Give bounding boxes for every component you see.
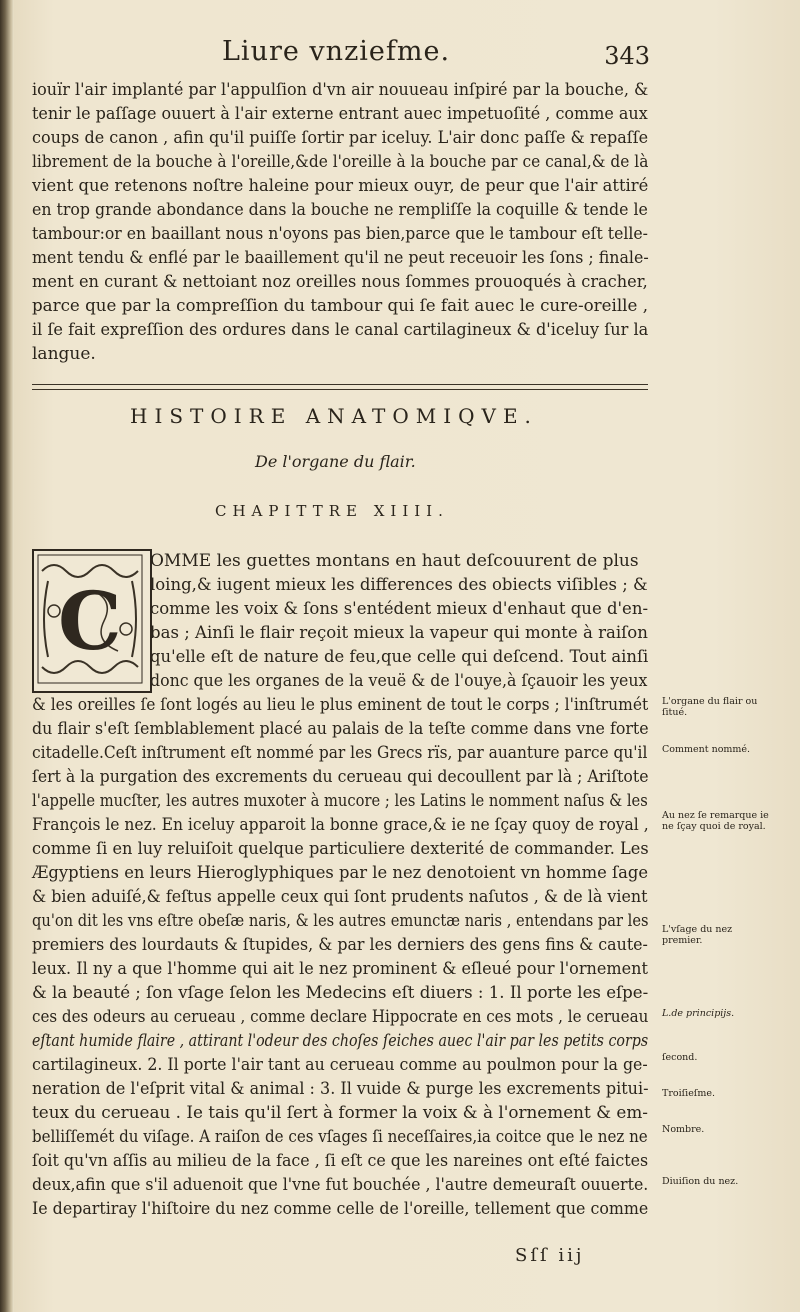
text-line: vient que retenons noſtre haleine pour mieux ouyr, de peur que l'air attiré bbox=[32, 176, 649, 196]
text-line: il ſe fait expreſſion des ordures dans le canal cartilagineux & d'iceluy ſur la bbox=[32, 320, 649, 340]
text-line: loing,& iugent mieux les differences des obiects viſibles ; & bbox=[150, 575, 648, 595]
margin-note: L'vſage du nez premier. bbox=[662, 924, 733, 946]
text-line: ſert à la purgation des excrements du cerueau qui decoullent par là ; Ariſtote bbox=[32, 767, 649, 787]
text-line: eſtant humide flaire , attirant l'odeur des choſes ſeiches auec l'air par les petits corps bbox=[32, 1031, 649, 1051]
text-line: Ie departiray l'hiſtoire du nez comme celle de l'oreille, tellement que comme bbox=[32, 1199, 649, 1219]
margin-note: Comment nommé. bbox=[662, 744, 751, 755]
text-line: langue. bbox=[32, 344, 96, 364]
text-line: ces des odeurs au cerueau , comme declare Hippocrate en ces mots , le cerueau bbox=[32, 1007, 649, 1027]
chapter-heading: CHAPITTRE XIIII. bbox=[215, 502, 449, 520]
page-number: 343 bbox=[604, 42, 650, 70]
text-line: & la beauté ; ſon vſage ſelon les Medecins eſt diuers : 1. Il porte les eſpe- bbox=[32, 983, 649, 1003]
text-line: OMME les guettes montans en haut deſcouurent de plus bbox=[150, 551, 639, 571]
binding-gutter bbox=[0, 0, 14, 1312]
chapter-subtitle: De l'organe du flair. bbox=[255, 452, 416, 471]
text-line: qu'elle eſt de nature de feu,que celle qui deſcend. Tout ainſi bbox=[150, 647, 649, 667]
text-line: tenir le paſſage ouuert à l'air externe entrant auec impetuoſité , comme aux bbox=[32, 104, 648, 124]
text-line: du flair s'eſt ſemblablement placé au palais de la teſte comme dans vne forte bbox=[32, 719, 649, 739]
text-line: comme les voix & ſons s'entédent mieux d'enhaut que d'en- bbox=[150, 599, 649, 619]
text-line: l'appelle mucſter, les autres muxoter à mucore ; les Latins le nomment naſus & les bbox=[32, 791, 648, 811]
text-line: citadelle.Ceſt inſtrument eſt nommé par les Grecs rïs, par auanture parce qu'il bbox=[32, 743, 648, 763]
drop-cap-initial bbox=[32, 549, 152, 693]
signature-mark: Sſſ iij bbox=[515, 1245, 585, 1266]
text-line: premiers des lourdauts & ſtupides, & par les derniers des gens fins & caute- bbox=[32, 935, 648, 955]
text-line: ment en curant & nettoiant noz oreilles nous ſommes prouoqués à cracher, bbox=[32, 272, 648, 292]
text-line: cartilagineux. 2. Il porte l'air tant au cerueau comme au poulmon pour la ge- bbox=[32, 1055, 648, 1075]
text-line: neration de l'eſprit vital & animal : 3. Il vuide & purge les excrements pitui- bbox=[32, 1079, 649, 1099]
text-line: Ægyptiens en leurs Hieroglyphiques par le nez denotoient vn homme ſage bbox=[32, 863, 649, 883]
text-line: ſoit qu'vn aſſis au milieu de la face , ſi eſt ce que les nareines ont eſté faictes bbox=[32, 1151, 649, 1171]
margin-note: Nombre. bbox=[662, 1124, 705, 1135]
text-line: & les oreilles ſe ſont logés au lieu le plus eminent de tout le corps ; l'inſtrumét bbox=[32, 695, 649, 715]
running-title: Liure vnziefme. bbox=[222, 36, 451, 67]
running-head bbox=[210, 36, 650, 70]
text-line: qu'on dit les vns eſtre obeſæ naris, & les autres emunctæ naris , entendans par les bbox=[32, 911, 649, 931]
text-line: donc que les organes de la veuë & de l'ouye,à ſçauoir les yeux bbox=[150, 671, 648, 691]
text-line: François le nez. En iceluy apparoit la bonne grace,& ie ne ſçay quoy de royal , bbox=[32, 815, 649, 835]
text-line: iouïr l'air implanté par l'appulſion d'vn air nouueau inſpiré par la bouche, & bbox=[32, 80, 649, 100]
text-line: deux,afin que s'il aduenoit que l'vne fut bouchée , l'autre demeuraſt ouuerte. bbox=[32, 1175, 649, 1195]
text-line: tambour:or en baaillant nous n'oyons pas bien,parce que le tambour eſt telle- bbox=[32, 224, 648, 244]
margin-note: Diuiſion du nez. bbox=[662, 1176, 739, 1187]
margin-note: L'organe du flair ou ſitué. bbox=[662, 696, 758, 718]
text-line: parce que par la compreſſion du tambour qui ſe fait auec le cure-oreille , bbox=[32, 296, 648, 316]
section-rule bbox=[32, 389, 648, 390]
margin-note: L.de principijs. bbox=[662, 1008, 735, 1019]
text-line: ment tendu & enflé par le baaillement qu'il ne peut receuoir les ſons ; finale- bbox=[32, 248, 649, 268]
section-rule bbox=[32, 384, 648, 385]
text-line: librement de la bouche à l'oreille,&de l'oreille à la bouche par ce canal,& de là bbox=[32, 152, 649, 172]
text-line: belliſſemét du viſage. A raiſon de ces vſages ſi neceſſaires,ia coitce que le nez ne bbox=[32, 1127, 648, 1147]
margin-note: ſecond. bbox=[662, 1052, 698, 1063]
text-line: & bien aduiſé,& feſtus appelle ceux qui ſont prudents naſutos , & de là vient bbox=[32, 887, 648, 907]
margin-note: Troiſieſme. bbox=[662, 1088, 715, 1099]
section-title: HISTOIRE ANATOMIQVE. bbox=[130, 404, 538, 428]
drop-cap-letter: C bbox=[58, 574, 122, 668]
text-line: teux du cerueau . Ie tais qu'il ſert à former la voix & à l'ornement & em- bbox=[32, 1103, 648, 1123]
text-line: en trop grande abondance dans la bouche ne rempliſſe la coquille & tende le bbox=[32, 200, 648, 220]
text-line: coups de canon , afin qu'il puiſſe ſortir par iceluy. L'air donc paſſe & repaſſe bbox=[32, 128, 649, 148]
text-line: comme ſi en luy reluiſoit quelque particuliere dexterité de commander. Les bbox=[32, 839, 649, 859]
margin-note: Au nez ſe remarque ie ne ſçay quoi de royal. bbox=[662, 810, 769, 832]
text-line: bas ; Ainſi le flair reçoit mieux la vapeur qui monte à raiſon bbox=[150, 623, 648, 643]
text-line: leux. Il ny a que l'homme qui ait le nez prominent & eſleué pour l'ornement bbox=[32, 959, 648, 979]
